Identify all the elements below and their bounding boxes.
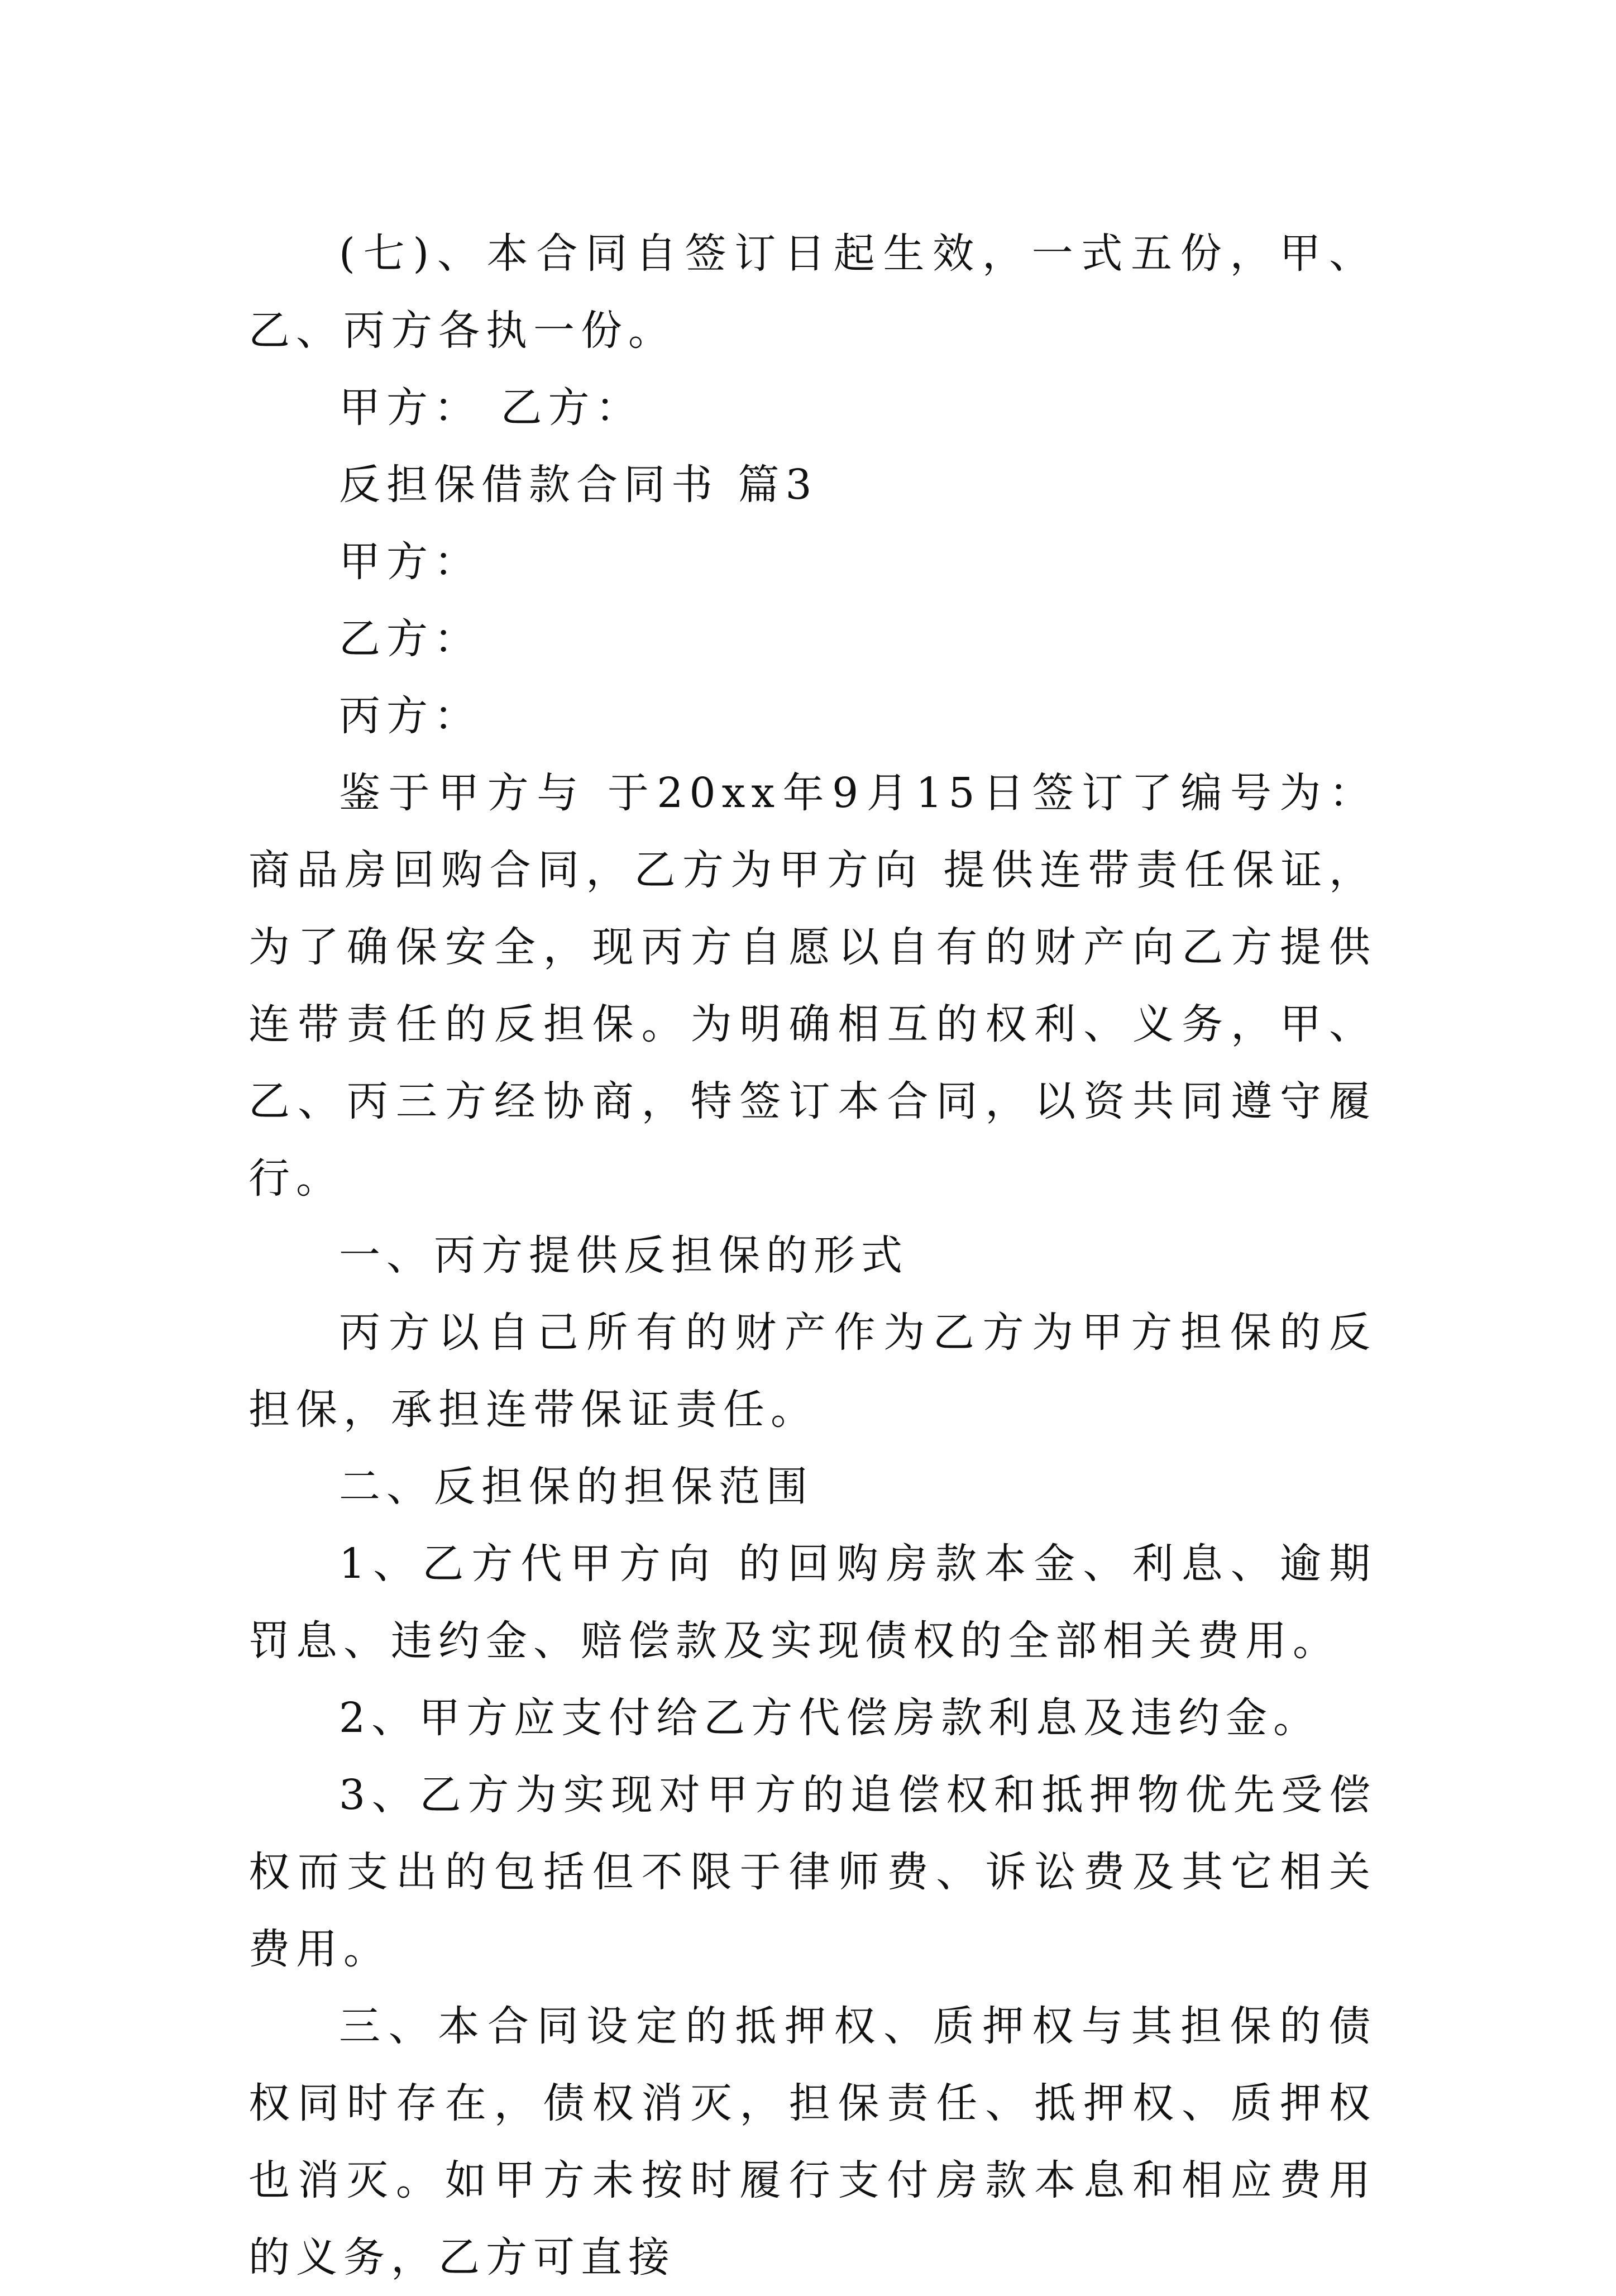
paragraph-scope-3: 3、乙方为实现对甲方的追偿权和抵押物优先受偿权而支出的包括但不限于律师费、诉讼费及其它相关费用。 xyxy=(248,1771,1376,1973)
party-c-label: 丙方： xyxy=(339,692,481,740)
paragraph-clause-3: 三、本合同设定的抵押权、质押权与其担保的债权同时存在，债权消灭，担保责任、抵押权、质押权也消灭。如甲方未按时履行支付房款本息和相应费用的义务，乙方可直接 xyxy=(248,2002,1376,2281)
paragraph-preamble: 鉴于甲方与 于20xx年9月15日签订了编号为：商品房回购合同，乙方为甲方向 提供连带责任保证，为了确保安全，现丙方自愿以自有的财产向乙方提供连带责任的反担保。为明确相互的权利、义务，甲、乙、丙三方经协商，特签订本合同，以资共同遵守履行。 xyxy=(248,769,1376,1202)
party-a-label: 甲方： xyxy=(339,538,481,586)
section-title: 反担保借款合同书 篇3 xyxy=(339,461,818,509)
heading-form: 一、丙方提供反担保的形式 xyxy=(339,1231,909,1280)
party-b-label: 乙方： xyxy=(339,615,481,663)
paragraph-scope-2: 2、甲方应支付给乙方代偿房款利息及违约金。 xyxy=(339,1694,1321,1742)
signature-line: 甲方： 乙方： xyxy=(339,384,643,432)
paragraph-form: 丙方以自己所有的财产作为乙方为甲方担保的反担保，承担连带保证责任。 xyxy=(248,1309,1376,1434)
heading-scope: 二、反担保的担保范围 xyxy=(339,1463,814,1511)
paragraph-scope-1: 1、乙方代甲方向 的回购房款本金、利息、逾期罚息、违约金、赔偿款及实现债权的全部相关费用。 xyxy=(248,1540,1376,1665)
paragraph-effective-clause: (七)、本合同自签订日起生效，一式五份，甲、乙、丙方各执一份。 xyxy=(248,230,1376,355)
document-body xyxy=(248,215,1376,2296)
